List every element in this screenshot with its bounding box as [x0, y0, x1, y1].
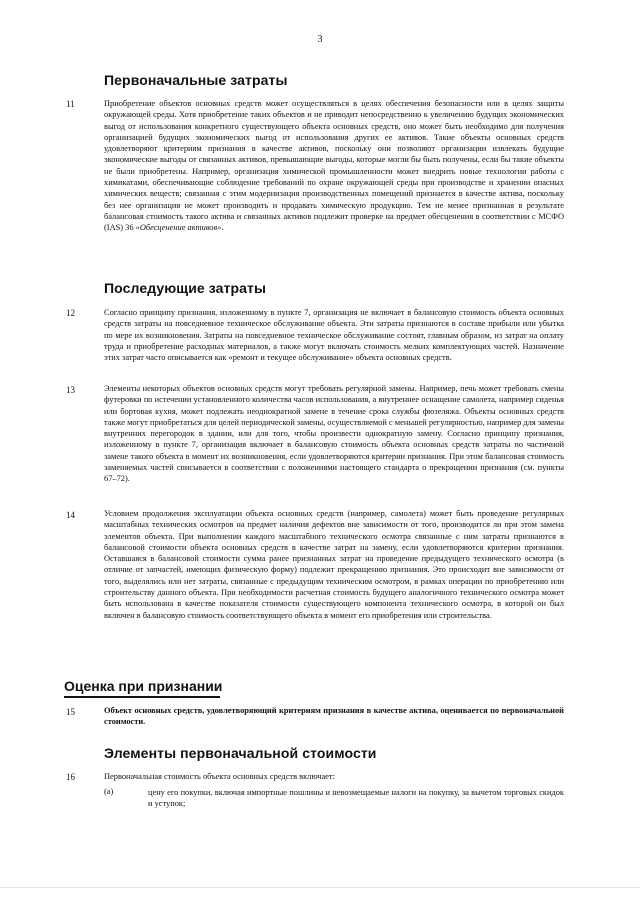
paragraph-number: 11	[66, 99, 75, 109]
paragraph-number: 16	[66, 772, 75, 782]
ias36-reference: «Обесценение активов»	[135, 223, 222, 233]
paragraph-11-text: Приобретение объектов основных средств может осуществляться в целях обеспечения безопасности или в целях защиты окружающей среды. Хотя приобретение таких объектов и не приводит непосредственно к увеличению будущих экономических выгод от использования конкретного существующего объекта основных средств, оно может быть необходимо для получения организацией будущих экономических выгод от использования других ее активов. Такие объекты основных средств удовлетворяют критериям признания в качестве активов, поскольку они позволяют организации извлекать будущие экономические выгоды от связанных активов, превышающие выгоды, которые могли бы быть получены, если бы такие объекты не были приобретены. Например, организация химической промышленности может внедрить новые технологии работы с химикатами, обеспечивающие соблюдение требований по охране окружающей среды при производстве и хранении опасных химических веществ; связанная с этим модернизация производственных помещений признается в качестве актива, поскольку без нее организация не может производить и продавать химическую продукцию. Тем не менее признанная в результате балансовая стоимость такого актива и связанных активов подлежит проверке на предмет обесценения в соответствии с МСФО (IAS) 36	[104, 99, 564, 233]
paragraph-12: Согласно принципу признания, изложенному в пункте 7, организация не включает в балансовую стоимость объекта основных средств затраты на повседневное техническое обслуживание объекта. Эти затраты признаются в составе прибыли или убытка по мере их возникновения. Затраты на повседневное техническое обслуживание состоят, главным образом, из затрат на оплату труда и приобретение расходных материалов, а также могут включать стоимость мелких комплектующих частей. Назначение этих затрат часто описывается как «ремонт и текущее обслуживание» объекта основных средств.	[104, 308, 564, 363]
scan-edge	[0, 887, 640, 888]
paragraph-number: 14	[66, 510, 75, 520]
paragraph-11	[104, 98, 564, 234]
paragraph-13: Элементы некоторых объектов основных средств могут требовать регулярной замены. Например, печь может требовать смены футеровки по истечении установленного количества часов использования, а внутреннее оснащение самолета, например сиденья или бортовая кухня, может подлежать неоднократной замене в течение срока службы фюзеляжа. Объекты основных средств также могут приобретаться для целей периодической замены, осуществляемой с меньшей регулярностью, например для замены внутренних перегородок в здании, или для того, чтобы произвести однократную замену. Согласно принципу признания, изложенному в пункте 7, организация включает в балансовую стоимость объекта основных средств затраты по частичной замене такого объекта в момент их возникновения, если удовлетворяются критерии признания. При этом балансовая стоимость заменяемых частей списывается в соответствии с положениями настоящего стандарта о прекращении признания (см. пункты 67–72).	[104, 384, 564, 484]
paragraph-11-tail: .	[221, 223, 224, 233]
cost-elements-heading: Элементы первоначальной стоимости	[104, 745, 377, 761]
page-number: 3	[317, 34, 323, 45]
heading-underline	[64, 696, 220, 698]
paragraph-number: 12	[66, 308, 75, 318]
paragraph-15: Объект основных средств, удовлетворяющий критериям признания в качестве актива, оценивается по первоначальной стоимости.	[104, 706, 564, 727]
paragraph-number: 15	[66, 707, 75, 717]
list-item-text: цену его покупки, включая импортные пошлины и невозмещаемые налоги на покупку, за вычетом торговых скидок и уступок;	[148, 788, 564, 809]
list-item-label: (a)	[104, 787, 114, 796]
recognition-measurement-heading: Оценка при признании	[64, 678, 223, 694]
subsequent-costs-heading: Последующие затраты	[104, 280, 267, 296]
paragraph-number: 13	[66, 385, 75, 395]
initial-costs-heading: Первоначальные затраты	[104, 72, 288, 88]
paragraph-16: Первоначальная стоимость объекта основных средств включает:	[104, 772, 335, 781]
paragraph-14: Условием продолжения эксплуатации объекта основных средств (например, самолета) может быть проведение регулярных масштабных технических осмотров на предмет наличия дефектов вне зависимости от того, производится ли при этом замена элементов объекта. При выполнении каждого масштабного технического осмотра связанные с ним затраты признаются в балансовой стоимости объекта основных средств в качестве затрат на замену, если удовлетворяются критерии признания. Оставшаяся в балансовой стоимости сумма ранее признанных затрат на проведение предыдущего технического осмотра (в отличие от запчастей, имеющих физическую форму) подлежит прекращению признания. Это происходит вне зависимости от того, выделялись или нет затраты, связанные с предыдущим техническим осмотром, в рамках операции по приобретению или строительству данного объекта. При необходимости расчетная стоимость будущего аналогичного технического осмотра может быть использована в качестве показателя стоимости существующего компонента технического осмотра, в которой он был включен в балансовую стоимость соответствующего объекта в момент его приобретения или строительства.	[104, 509, 564, 620]
